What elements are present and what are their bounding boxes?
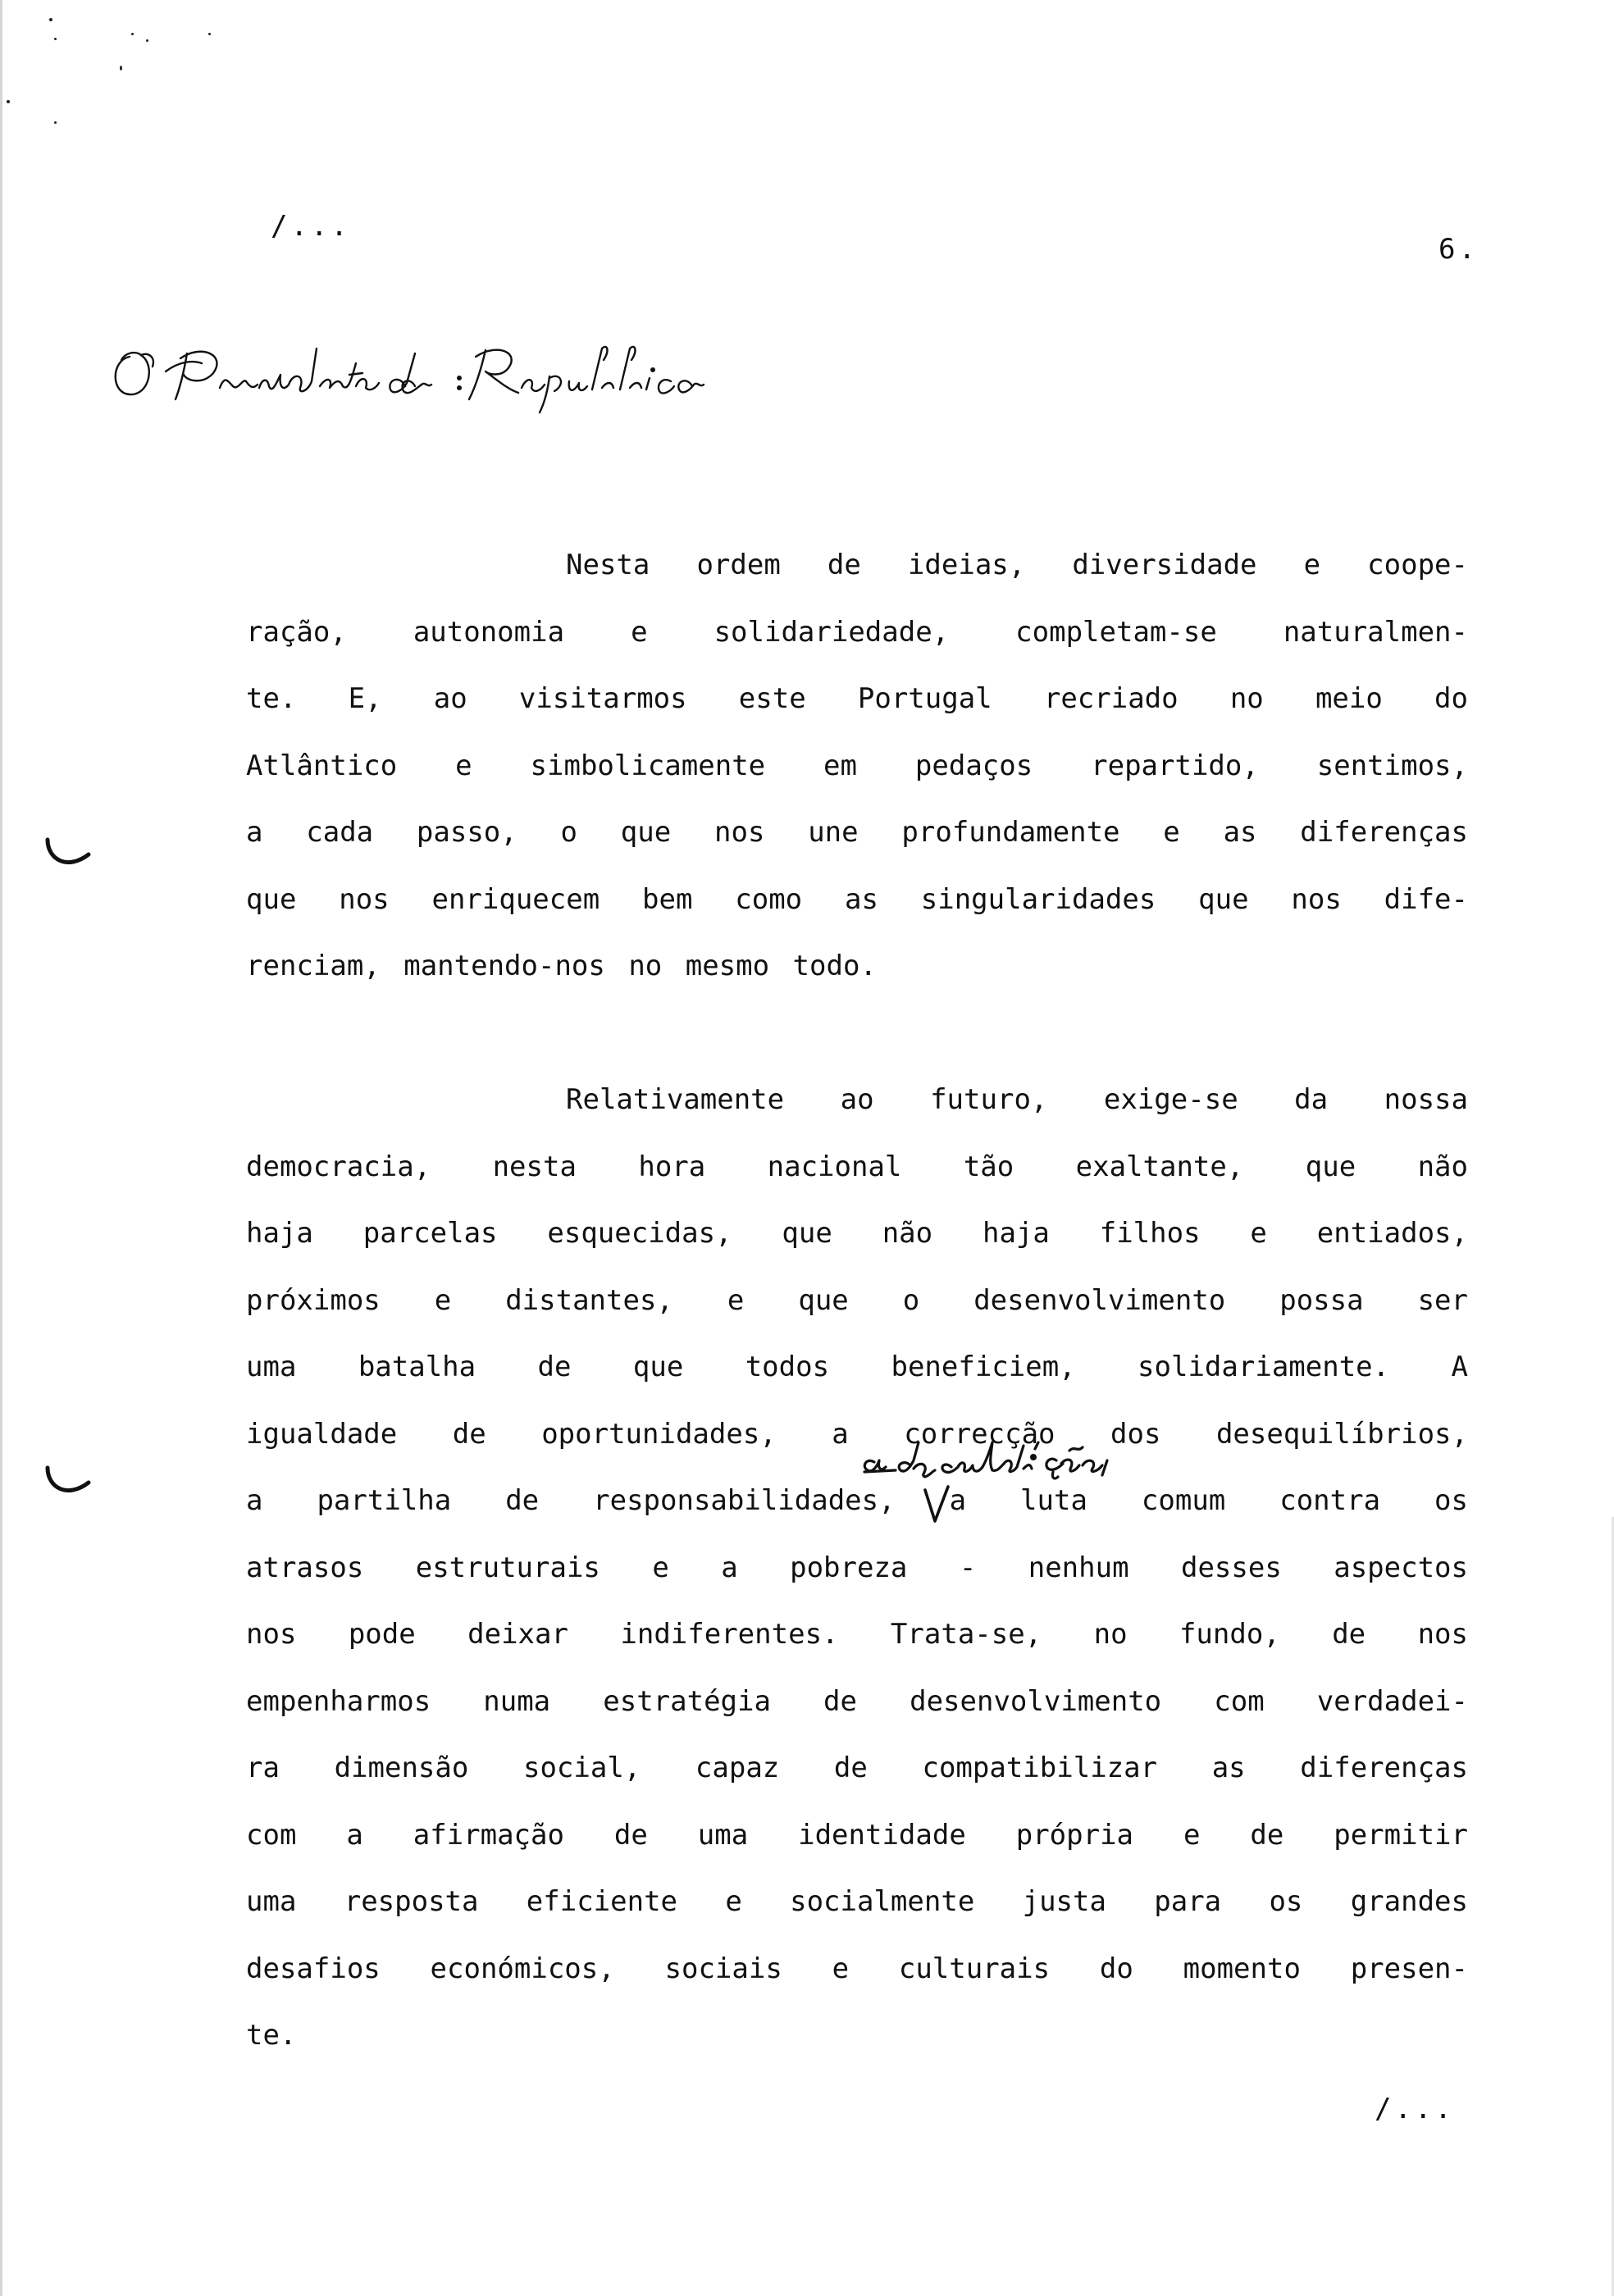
paragraph-line: a partilha de responsabilidades, a luta comum contra os <box>246 1484 1468 1517</box>
paragraph-line: a cada passo, o que nos une profundamente e as diferenças <box>246 816 1468 849</box>
scan-edge-left <box>0 0 2 2296</box>
paragraph-line: te. E, ao visitarmos este Portugal recriado no meio do <box>246 682 1468 715</box>
paragraph-line: te. <box>246 2019 297 2052</box>
margin-tick-mark <box>43 835 93 877</box>
margin-tick-drawing <box>43 835 93 872</box>
paragraph-line: Nesta ordem de ideias, diversidade e coope- <box>566 549 1468 581</box>
paragraph-line: que nos enriquecem bem como as singularidades que nos dife- <box>246 882 1468 916</box>
paragraph-line: ração, autonomia e solidariedade, completam-se naturalmen- <box>246 615 1468 649</box>
paragraph-line: próximos e distantes, e que o desenvolvimento possa ser <box>246 1283 1468 1317</box>
paragraph-line: atrasos estruturais e a pobreza - nenhum desses aspectos <box>246 1551 1468 1584</box>
continuation-mark-top: /... <box>271 210 351 243</box>
paragraph-line: Relativamente ao futuro, exige-se da nossa <box>566 1083 1468 1116</box>
continuation-mark-bottom: /... <box>1375 2093 1455 2125</box>
paragraph-line: democracia, nesta hora nacional tão exaltante, que não <box>246 1150 1468 1183</box>
page-number: 6. <box>1438 233 1479 266</box>
paragraph-line: nos pode deixar indiferentes. Trata-se, no fundo, de nos <box>246 1618 1468 1651</box>
scan-speck <box>49 18 52 21</box>
letterhead-script <box>105 324 712 418</box>
scan-speck <box>146 39 148 42</box>
paragraph-1 <box>246 532 1468 1000</box>
paragraph-line: ra dimensão social, capaz de compatibilizar as diferenças <box>246 1752 1468 1784</box>
scan-speck <box>131 33 134 35</box>
scan-speck <box>54 121 57 124</box>
paragraph-line: uma resposta eficiente e socialmente justa para os grandes <box>246 1885 1468 1918</box>
scan-speck <box>208 33 211 35</box>
scan-speck <box>54 38 57 40</box>
paragraph-line: Atlântico e simbolicamente em pedaços repartido, sentimos, <box>246 749 1468 782</box>
margin-tick-mark <box>43 1463 93 1505</box>
paragraph-2 <box>246 1067 1468 2070</box>
paragraph-line: com a afirmação de uma identidade própria e de permitir <box>246 1818 1468 1852</box>
scan-speck <box>120 66 122 71</box>
paragraph-line: renciam, mantendo-nos no mesmo todo. <box>246 950 877 982</box>
handwritten-annotation-drawing <box>859 1439 1204 1529</box>
paragraph-line: haja parcelas esquecidas, que não haja filhos e entiados, <box>246 1217 1468 1250</box>
paragraph-line: uma batalha de que todos beneficiem, solidariamente. A <box>246 1351 1468 1383</box>
margin-tick-drawing <box>43 1463 93 1501</box>
paragraph-line: igualdade de oportunidades, a correcção dos desequilíbrios, <box>246 1417 1468 1451</box>
scan-speck <box>7 100 10 103</box>
paragraph-line: empenharmos numa estratégia de desenvolvimento com verdadei- <box>246 1684 1468 1718</box>
letterhead-script-drawing <box>105 324 712 414</box>
handwritten-annotation <box>859 1439 1204 1533</box>
paragraph-line: desafios económicos, sociais e culturais do momento presen- <box>246 1952 1468 1985</box>
